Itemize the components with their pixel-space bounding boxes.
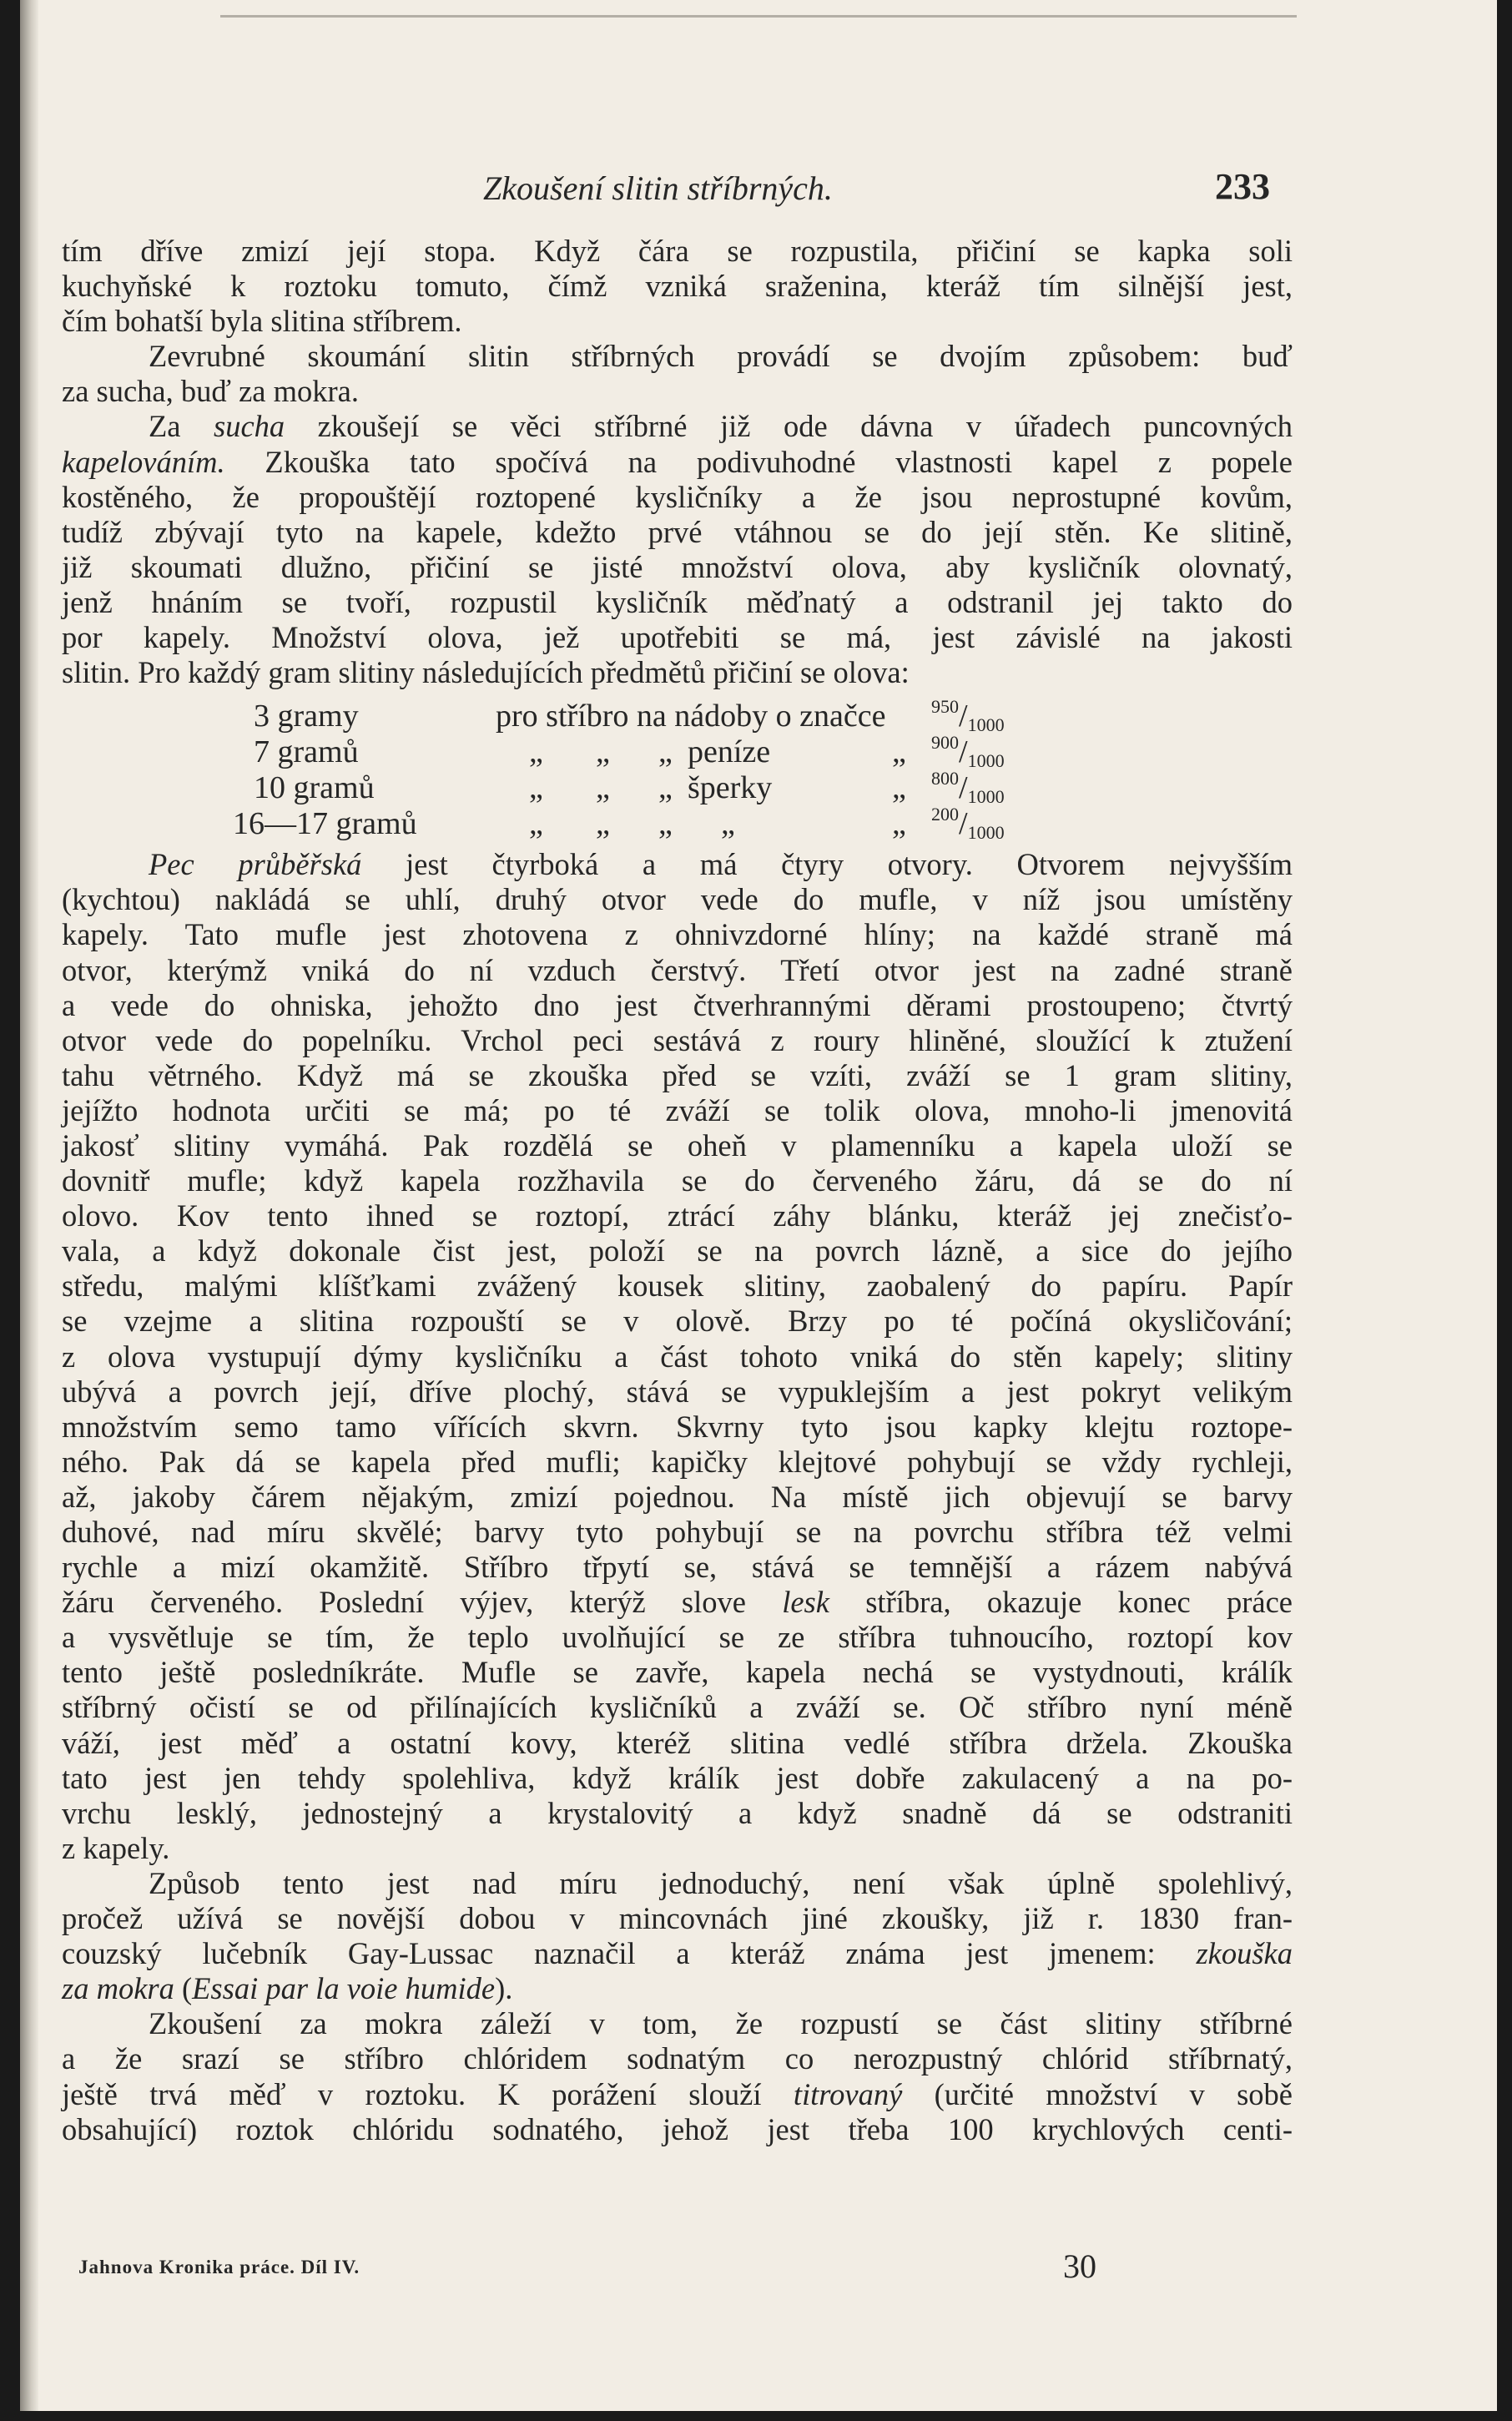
text-line: váží, jest měď a ostatní kovy, kteréž slitina vedlé stříbra držela. Zkouška: [62, 1725, 1293, 1760]
text-line: por kapely. Množství olova, jež upotřebiti se má, jest závislé na jakosti: [62, 620, 1293, 655]
text-run: jest čtyrboká a má čtyry otvory. Otvorem nejvyšším: [361, 847, 1293, 882]
text-line: se vzejme a slitina rozpouští se v olově. Brzy po té počíná okysličování;: [62, 1304, 1293, 1339]
fineness-fraction: $^{200}$/1000: [931, 804, 1005, 844]
lead-amount-table: [62, 696, 1293, 844]
fineness-fraction: $^{900}$/1000: [931, 732, 1005, 772]
text-line: otvor, kterýmž vniká do ní vzduch čerstvý. Třetí otvor jest na zadné straně: [62, 952, 1293, 987]
text-line: ubývá a povrch její, dříve plochý, stává se vypuklejším a jest pokryt velikým: [62, 1374, 1293, 1409]
text-line: olovo. Kov tento ihned se roztopí, ztrácí záhy blánku, kteráž jej znečisťo-: [62, 1198, 1293, 1233]
ditto-mark: „: [658, 806, 673, 842]
table-amount: 3 gramy: [254, 699, 359, 734]
italic-term: za mokra: [62, 1971, 174, 2006]
text-run: ).: [495, 1971, 513, 2006]
page-footer: [20, 2247, 1497, 2297]
table-row: [62, 696, 1293, 736]
text-run: zkoušejí se věci stříbrné již ode dávna v úřadech puncovných: [285, 409, 1293, 444]
text-run: ještě trvá měď v roztoku. K porážení slouží: [62, 2076, 794, 2111]
fraction-denominator: 1000: [967, 750, 1005, 772]
table-row: [62, 770, 1293, 806]
text-line: slitin. Pro každý gram slitiny následujících předmětů přičiní se olova:: [62, 655, 910, 690]
text-line: ného. Pak dá se kapela před mufli; kapičky klejtové pohybují se vždy rychleji,: [62, 1444, 1293, 1479]
ditto-mark: „: [529, 806, 543, 842]
text-line: množstvím semo tamo vířících skvrn. Skvrny tyto jsou kapky klejtu roztope-: [62, 1409, 1293, 1444]
text-line: [62, 1936, 1293, 1971]
sheet-signature: 30: [1063, 2247, 1096, 2285]
text-line: tahu větrného. Když má se zkouška před se vzíti, zváží se 1 gram slitiny,: [62, 1057, 1293, 1092]
text-line: dovnitř mufle; když kapela rozžhavila se do červeného žáru, dá se do ní: [62, 1163, 1293, 1198]
text-line: obsahující) roztok chlóridu sodnatého, jehož jest třeba 100 krychlových centi-: [62, 2111, 1293, 2146]
ditto-mark: „: [892, 734, 906, 770]
ditto-mark: „: [596, 806, 610, 842]
text-line: a vysvětluje se tím, že teplo uvolňující se ze stříbra tuhnoucího, roztopí kov: [62, 1620, 1293, 1655]
ditto-mark: „: [892, 770, 906, 806]
text-line: pročež užívá se novější dobou v mincovnách jiné zkoušky, již r. 1830 fran-: [62, 1901, 1293, 1936]
ditto-mark: „: [721, 806, 735, 842]
italic-term: lesk: [782, 1585, 829, 1620]
text-line: rychle a mizí okamžitě. Stříbro třpytí se, stává se temnější a rázem nabývá: [62, 1550, 1293, 1585]
running-title: Zkoušení slitin stříbrných.: [483, 169, 833, 207]
text-line: z kapely.: [62, 1830, 170, 1865]
text-line: tudíž zbývají tyto na kapele, kdežto prvé vtáhnou se do její stěn. Ke slitině,: [62, 514, 1293, 549]
ditto-mark: „: [596, 734, 610, 770]
table-amount: 16—17 gramů: [233, 806, 417, 842]
text-line: Zkoušení za mokra záleží v tom, že rozpustí se část slitiny stříbrné: [149, 2006, 1293, 2041]
fineness-fraction: $^{950}$/1000: [931, 696, 1005, 736]
table-amount: 7 gramů: [254, 734, 359, 770]
text-run: couzský lučebník Gay-Lussac naznačil a kteráž známa jest jmenem:: [62, 1936, 1197, 1971]
text-run: (určité množství v sobě: [902, 2076, 1293, 2111]
text-line: jejížto hodnota určiti se má; po té zváží se tolik olova, mnoho-li jmenovitá: [62, 1092, 1293, 1127]
table-amount: 10 gramů: [254, 770, 375, 806]
text-line: kostěného, že propouštějí roztopené kysličníky a že jsou neprostupné kovům,: [62, 479, 1293, 514]
text-line: tento ještě posledníkráte. Mufle se zavře, kapela nechá se vystydnouti, králík: [62, 1655, 1293, 1690]
italic-term: zkouška: [1196, 1936, 1293, 1971]
body-text: [62, 234, 1293, 2147]
text-run: žáru červeného. Poslední výjev, kterýž slove: [62, 1585, 783, 1620]
text-line: [62, 1585, 1293, 1620]
text-line: [62, 2077, 1293, 2112]
italic-term: Essai par la voie humide: [192, 1971, 496, 2006]
page-number: 233: [1215, 166, 1270, 207]
text-line: a vede do ohniska, jehožto dno jest čtverhrannými děrami prostoupeno; čtvrtý: [62, 987, 1293, 1022]
text-line: duhové, nad míru skvělé; barvy tyto pohybují se na povrchu stříbra též velmi: [62, 1515, 1293, 1549]
text-line: Zevrubné skoumání slitin stříbrných provádí se dvojím způsobem: buď: [149, 339, 1293, 374]
top-edge-rule: [220, 15, 1297, 18]
ditto-mark: „: [529, 770, 543, 806]
text-line: z olova vystupují dýmy kysličníku a část tohoto vniká do stěn kapely; slitiny: [62, 1339, 1293, 1374]
text-line: [62, 445, 1293, 480]
fraction-denominator: 1000: [967, 822, 1005, 844]
fraction-numerator: 800: [931, 768, 959, 789]
ditto-mark: „: [596, 770, 610, 806]
text-run: Za: [149, 409, 214, 444]
ditto-mark: „: [658, 734, 673, 770]
fraction-numerator: 900: [931, 732, 959, 754]
page-header: [20, 165, 1497, 215]
table-purpose: peníze: [688, 734, 771, 770]
text-line: Způsob tento jest nad míru jednoduchý, není však úplně spolehlivý,: [149, 1865, 1293, 1900]
text-line: čím bohatší byla slitina stříbrem.: [62, 304, 462, 339]
fraction-numerator: 950: [931, 696, 959, 718]
table-purpose: pro stříbro na nádoby o značce: [496, 699, 886, 734]
italic-term: titrovaný: [793, 2076, 903, 2111]
fineness-fraction: $^{800}$/1000: [931, 768, 1005, 808]
text-line: kapely. Tato mufle jest zhotovena z ohnivzdorné hlíny; na každé straně má: [62, 917, 1293, 952]
text-line: stříbrný očistí se od přilínajících kysličníků a zváží se. Oč stříbro nyní méně: [62, 1690, 1293, 1725]
book-page: [20, 0, 1497, 2411]
italic-term: sucha: [214, 409, 285, 444]
table-purpose: šperky: [688, 770, 773, 806]
page-binding-shadow: [20, 0, 38, 2411]
text-line: jenž hnáním se tvoří, rozpustil kysličník měďnatý a odstranil jej takto do: [62, 584, 1293, 619]
ditto-mark: „: [892, 806, 906, 842]
text-line: vala, a když dokonale čist jest, položí se na povrch lázně, a sice do jejího: [62, 1233, 1293, 1269]
text-line: tím dříve zmizí její stopa. Když čára se rozpustila, přičiní se kapka soli: [62, 234, 1293, 268]
text-line: (kychtou) nakládá se uhlí, druhý otvor vede do mufle, v níž jsou umístěny: [62, 882, 1293, 917]
text-line: kuchyňské k roztoku tomuto, čímž vzniká sraženina, kteráž tím silnější jest,: [62, 269, 1293, 304]
text-run: (: [174, 1971, 193, 2006]
text-line: [62, 409, 1293, 444]
text-line: za sucha, buď za mokra.: [62, 374, 359, 409]
table-row: [62, 806, 1293, 842]
book-imprint: Jahnova Kronika práce. Díl IV.: [78, 2257, 360, 2277]
text-line: vrchu lesklý, jednostejný a krystalovitý a když snadně dá se odstraniti: [62, 1795, 1293, 1830]
ditto-mark: „: [658, 770, 673, 806]
fraction-numerator: 200: [931, 804, 959, 825]
text-run: stříbra, okazuje konec práce: [829, 1585, 1293, 1620]
text-line: otvor vede do popelníku. Vrchol peci sestává z roury hliněné, sloužící k ztužení: [62, 1022, 1293, 1057]
italic-term: Pec průběřská: [149, 847, 362, 882]
text-line: jakosť slitiny vymáhá. Pak rozdělá se oheň v plamenníku a kapela uloží se: [62, 1127, 1293, 1163]
text-line: středu, malými klíšťkami zvážený kousek slitiny, zaobalený do papíru. Papír: [62, 1269, 1293, 1304]
ditto-mark: „: [529, 734, 543, 770]
text-run: Zkouška tato spočívá na podivuhodné vlastnosti kapel z popele: [224, 444, 1293, 479]
text-line: a že srazí se stříbro chlóridem sodnatým co nerozpustný chlórid stříbrnatý,: [62, 2041, 1293, 2076]
text-line: tato jest jen tehdy spolehliva, když králík jest dobře zakulacený a na po-: [62, 1760, 1293, 1795]
italic-term: kapelováním.: [62, 444, 225, 479]
table-row: [62, 734, 1293, 770]
text-line: až, jakoby čárem nějakým, zmizí pojednou. Na místě jich objevují se barvy: [62, 1479, 1293, 1514]
fraction-denominator: 1000: [967, 714, 1005, 736]
text-line: již skoumati dlužno, přičiní se jisté množství olova, aby kysličník olovnatý,: [62, 549, 1293, 584]
text-line: [62, 1971, 1293, 2006]
fraction-denominator: 1000: [967, 786, 1005, 808]
text-line: [62, 847, 1293, 882]
